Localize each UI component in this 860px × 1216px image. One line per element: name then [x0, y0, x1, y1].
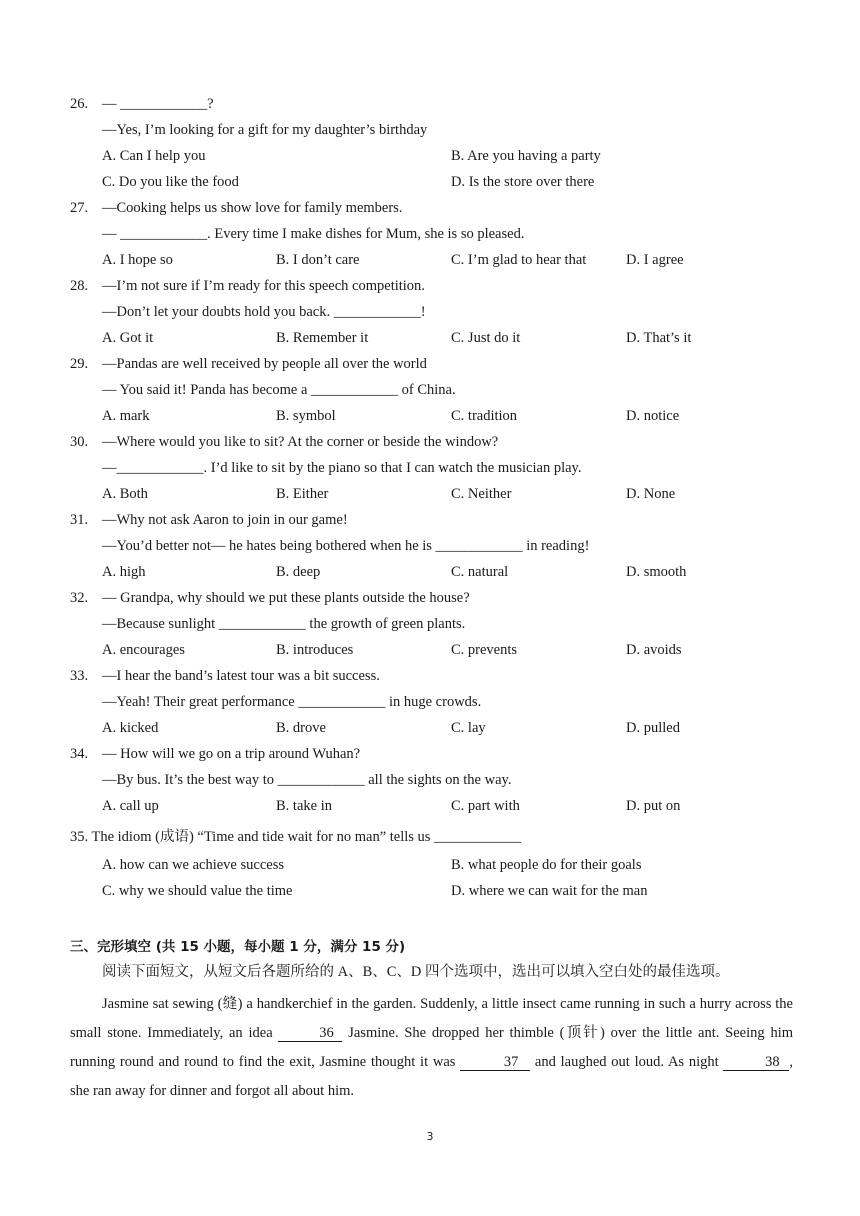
answer-option: A. Both	[102, 486, 148, 502]
passage-text-4: , she ran away for dinner and forgot all about him.	[70, 1054, 794, 1099]
question-stem-line: —You’d better not— he hates being bothered when he is ____________ in reading!	[102, 538, 590, 554]
q35-option-d: D. where we can wait for the man	[451, 883, 648, 899]
blank-36: 36	[278, 1025, 342, 1042]
passage-text-3: and laughed out loud. As night	[530, 1054, 724, 1070]
question-number: 27.	[70, 200, 89, 216]
question-number: 33.	[70, 668, 89, 684]
answer-option: C. prevents	[451, 642, 518, 658]
answer-option: D. avoids	[626, 642, 682, 658]
answer-option: D. None	[626, 486, 676, 502]
answer-option: A. mark	[102, 408, 150, 424]
question-stem-line: —Where would you like to sit? At the corner or beside the window?	[102, 434, 499, 450]
answer-option: B. introduces	[276, 642, 354, 658]
question-stem-line: —Don’t let your doubts hold you back. ____________!	[102, 304, 426, 320]
question-stem-line: —I hear the band’s latest tour was a bit success.	[102, 668, 380, 684]
question-stem-line: —____________. I’d like to sit by the piano so that I can watch the musician play.	[102, 460, 582, 476]
question-stem-line: —Yeah! Their great performance ____________ in huge crowds.	[102, 694, 482, 710]
question-35-stem: 35. The idiom (成语) “Time and tide wait for no man” tells us ____________	[70, 829, 522, 845]
answer-option: B. I don’t care	[276, 252, 360, 268]
question-stem-line: —Yes, I’m looking for a gift for my daughter’s birthday	[102, 122, 428, 138]
answer-option: C. tradition	[451, 408, 518, 424]
blank-38: 38	[723, 1054, 789, 1071]
question-number: 26.	[70, 96, 89, 112]
answer-option: A. Can I help you	[102, 148, 206, 164]
answer-option: D. Is the store over there	[451, 174, 595, 190]
question-stem-line: — Grandpa, why should we put these plants outside the house?	[102, 590, 470, 606]
page-number: 3	[426, 1130, 434, 1143]
question-stem-line: — You said it! Panda has become a ____________ of China.	[102, 382, 456, 398]
answer-option: C. part with	[451, 798, 520, 814]
answer-option: B. drove	[276, 720, 326, 736]
answer-option: B. symbol	[276, 408, 336, 424]
answer-option: D. I agree	[626, 252, 684, 268]
question-stem-line: —Why not ask Aaron to join in our game!	[102, 512, 348, 528]
question-stem-line: — How will we go on a trip around Wuhan?	[102, 746, 361, 762]
answer-option: A. Got it	[102, 330, 154, 346]
answer-option: C. Do you like the food	[102, 174, 239, 190]
answer-option: C. lay	[451, 720, 486, 736]
answer-option: B. Are you having a party	[451, 148, 601, 164]
question-number: 28.	[70, 278, 89, 294]
answer-option: A. I hope so	[102, 252, 173, 268]
question-stem-line: — ____________?	[102, 96, 214, 112]
q35-option-c: C. why we should value the time	[102, 883, 293, 899]
section-instruction: 阅读下面短文，从短文后各题所给的 A、B、C、D 四个选项中，选出可以填入空白处的最佳选项。	[102, 964, 730, 980]
cloze-passage	[70, 990, 793, 1106]
question-stem-line: —By bus. It’s the best way to ____________ all the sights on the way.	[102, 772, 512, 788]
answer-option: A. high	[102, 564, 146, 580]
answer-option: C. Neither	[451, 486, 512, 502]
question-number: 30.	[70, 434, 89, 450]
answer-option: A. kicked	[102, 720, 159, 736]
question-stem-line: —Cooking helps us show love for family members.	[102, 200, 403, 216]
question-number: 34.	[70, 746, 89, 762]
question-stem-line: —I’m not sure if I’m ready for this speech competition.	[102, 278, 425, 294]
answer-option: D. put on	[626, 798, 681, 814]
passage-text-1: Jasmine sat sewing (缝) a handkerchief in the garden. Suddenly, a little insect came running in such a hurry across the small stone. Immediately, an idea	[70, 996, 793, 1041]
answer-option: C. natural	[451, 564, 509, 580]
question-stem-line: —Because sunlight ____________ the growth of green plants.	[102, 616, 466, 632]
question-number: 31.	[70, 512, 89, 528]
answer-option: C. I’m glad to hear that	[451, 252, 587, 268]
answer-option: B. Remember it	[276, 330, 369, 346]
question-stem-line: —Pandas are well received by people all over the world	[102, 356, 427, 372]
answer-option: A. call up	[102, 798, 159, 814]
section-heading: 三、完形填空 (共 15 小题，每小题 1 分，满分 15 分)	[70, 939, 406, 955]
blank-37: 37	[460, 1054, 530, 1071]
passage-text-2: Jasmine. She dropped her thimble (顶针) over the little ant. Seeing him running round and round to find the exit, Jasmine thought it was	[70, 1025, 793, 1070]
answer-option: D. notice	[626, 408, 680, 424]
answer-option: A. encourages	[102, 642, 185, 658]
answer-option: B. deep	[276, 564, 321, 580]
answer-option: B. Either	[276, 486, 329, 502]
answer-option: C. Just do it	[451, 330, 521, 346]
answer-option: D. smooth	[626, 564, 687, 580]
answer-option: B. take in	[276, 798, 332, 814]
q35-option-b: B. what people do for their goals	[451, 857, 642, 873]
answer-option: D. pulled	[626, 720, 680, 736]
answer-option: D. That’s it	[626, 330, 692, 346]
question-stem-line: — ____________. Every time I make dishes for Mum, she is so pleased.	[102, 226, 525, 242]
q35-option-a: A. how can we achieve success	[102, 857, 284, 873]
question-number: 29.	[70, 356, 89, 372]
question-number: 32.	[70, 590, 89, 606]
